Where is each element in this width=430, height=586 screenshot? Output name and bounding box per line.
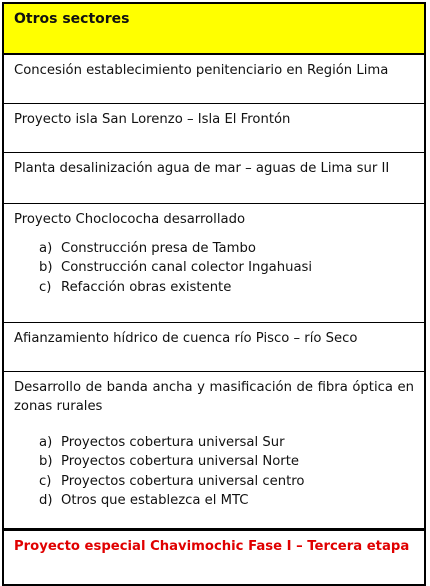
list-text: Proyectos cobertura universal Norte [61, 454, 300, 470]
banda-list [14, 433, 414, 510]
banda-title: Desarrollo de banda ancha y masificación de fibra óptica en zonas rurales [14, 380, 414, 414]
list-text: Otros que establezca el MTC [61, 492, 249, 508]
list-item [39, 452, 414, 471]
row-concesion: Concesión establecimiento penitenciario en Región Lima [4, 55, 424, 104]
list-marker: a) [39, 241, 53, 256]
list-item [39, 239, 414, 258]
list-marker: d) [39, 492, 53, 508]
row-afianzamiento: Afianzamiento hídrico de cuenca río Pisco – río Seco [4, 323, 424, 372]
row-banda-ancha [4, 372, 424, 529]
list-text: Proyectos cobertura universal centro [61, 473, 305, 489]
list-item [39, 278, 414, 297]
row-isla-san-lorenzo: Proyecto isla San Lorenzo – Isla El Frontón [4, 104, 424, 153]
list-text: Construcción presa de Tambo [61, 241, 256, 256]
sectors-table [2, 2, 426, 586]
chavimochic-label: Proyecto especial Chavimochic Fase I – Tercera etapa [14, 539, 410, 554]
list-marker: c) [39, 279, 52, 295]
list-item [39, 258, 414, 277]
row-planta-desalinizacion: Planta desalinización agua de mar – aguas de Lima sur II [4, 153, 424, 204]
choclococha-list [14, 239, 414, 297]
list-marker: b) [39, 454, 53, 470]
list-item [39, 491, 414, 510]
list-item [39, 433, 414, 452]
list-item [39, 472, 414, 491]
row-chavimochic [4, 529, 424, 584]
table-header: Otros sectores [4, 4, 424, 55]
list-text: Proyectos cobertura universal Sur [61, 435, 285, 450]
list-marker: c) [39, 473, 52, 489]
list-text: Refacción obras existente [61, 279, 232, 295]
list-marker: a) [39, 435, 53, 450]
list-marker: b) [39, 260, 53, 276]
row-choclococha [4, 204, 424, 323]
choclococha-title: Proyecto Choclococha desarrollado [14, 212, 246, 227]
list-text: Construcción canal colector Ingahuasi [61, 260, 313, 276]
